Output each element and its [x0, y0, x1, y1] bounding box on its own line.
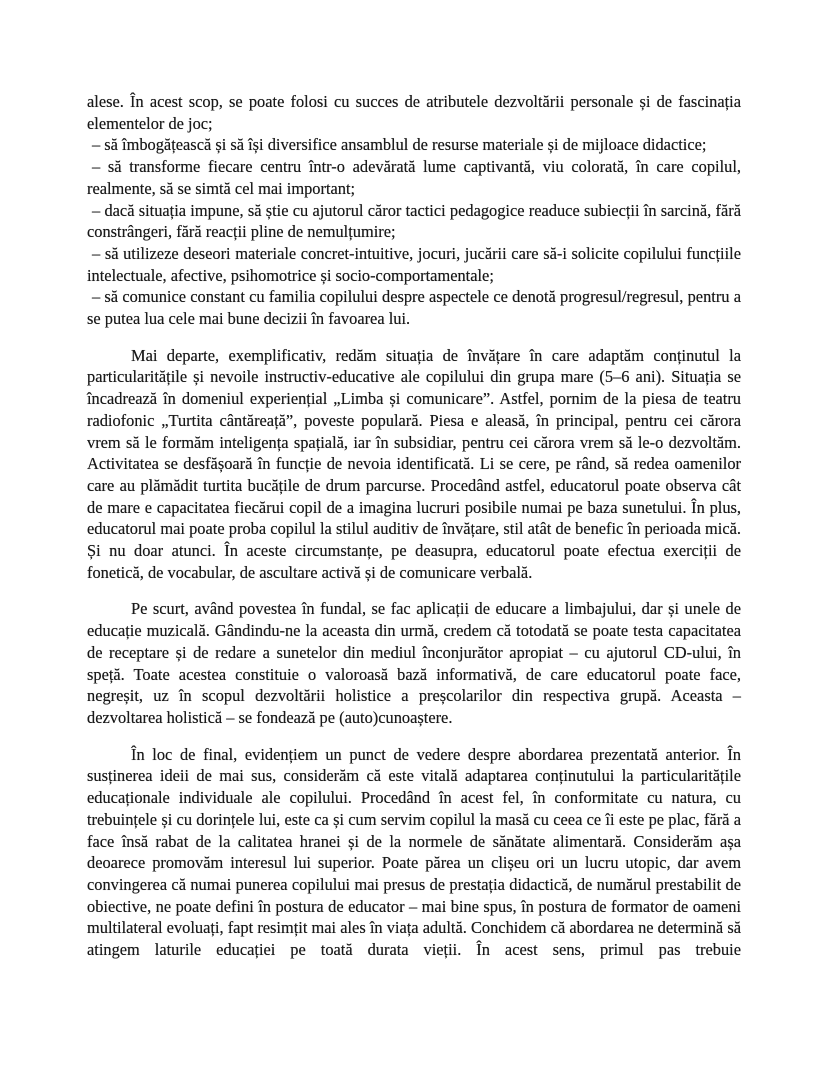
dash-list-item: – să îmbogățească și să își diversifice ansamblul de resurse materiale și de mijloace didactice; — [92, 135, 707, 155]
dash-list-item: – să transforme fiecare centru într-o adevărată lume captivantă, viu colorată, în care copilul, realmente, să se simtă cel mai important; — [87, 157, 741, 198]
body-paragraph: Mai departe, exemplificativ, redăm situația de învățare în care adaptăm conținutul la particularitățile și nevoile instructiv-educative ale copilului din grupa mare (5–6 ani). Situația se încadrează în domeniul experiențial „Limba și comunicare”. Astfel, pornim de la piesa de teatru radiofonic „Turtita cântăreață”, poveste populară. Piesa e aleasă, în principal, pentru cei cărora vrem să le formăm inteligența spațială, iar în subsidiar, pentru cei cărora vrem să le-o dezvoltăm. Activitatea se desfășoară în funcție de nevoia identificată. Li se cere, pe rând, să redea oamenilor care au plămădit turtita bucățile de drum parcurse. Procedând astfel, educatorul poate observa cât de mare e capacitatea fiecărui copil de a imagina lucruri posibile numai pe baza sunetului. În plus, educatorul mai poate proba copilul la stilul auditiv de învățare, stil atât de benefic în perioada mică. Și nu doar atunci. În aceste circumstanțe, pe deasupra, educatorul poate efectua exerciții de fonetică, de vocabular, de ascultare activă și de comunicare verbală. — [87, 345, 741, 582]
body-paragraph: Pe scurt, având povestea în fundal, se fac aplicații de educare a limbajului, dar și unele de educație muzicală. Gândindu-ne la aceasta din urmă, credem că totodată se poate testa capacitatea de receptare și de redare a sunetelor din mediul înconjurător apropiat – cu ajutorul CD-ului, în speță. Toate acestea constituie o valoroasă bază informativă, de care educatorul poate face, negreșit, uz în scopul dezvoltării holistice a preșcolarilor din respectiva grupă. Aceasta – dezvoltarea holistică – se fondează pe (auto)cunoaștere. — [87, 599, 741, 727]
dash-list-item: – să comunice constant cu familia copilului despre aspectele ce denotă progresul/regresul, pentru a se putea lua cele mai bune decizii în favoarea lui. — [87, 287, 741, 329]
dash-list-item: – să utilizeze deseori materiale concret-intuitive, jocuri, jucării care să-i solicite copilului funcțiile intelectuale, afective, psihomotrice și socio-comportamentale; — [87, 243, 741, 285]
dash-list-item: – dacă situația impune, să știe cu ajutorul căror tactici pedagogice readuce subiecții în sarcină, fără constrângeri, fără reacții pline de nemulțumire; — [87, 200, 741, 242]
body-paragraph: În loc de final, evidențiem un punct de vedere despre abordarea prezentată anterior. În susținerea ideii de mai sus, considerăm că este vitală adaptarea conținutului la particularitățile educaționale individuale ale copilului. Procedând în acest fel, în conformitate cu natura, cu trebuințele și cu dorințele lui, este ca și cum servim copilul la masă cu ceea ce îi este pe plac, fără a face însă rabat de la calitatea hranei și de la normele de sănătate alimentară. Considerăm așa deoarece promovăm interesul lui superior. Poate părea un clișeu ori un lucru utopic, dar avem convingerea că numai punerea copilului mai presus de prestația didactică, de numărul prestabilit de obiective, ne poate defini în postura de educator – mai bine spus, în postura de formator de oameni multilateral evoluați, fapt resimțit mai ales în viața adultă. Conchidem că abordarea ne determină să atingem laturile educației pe toată durata vieții. În acest sens, primul pas trebuie — [87, 744, 741, 960]
paragraph-continuation: alese. În acest scop, se poate folosi cu succes de atributele dezvoltării personale și de fascinația elementelor de joc; — [87, 92, 741, 133]
